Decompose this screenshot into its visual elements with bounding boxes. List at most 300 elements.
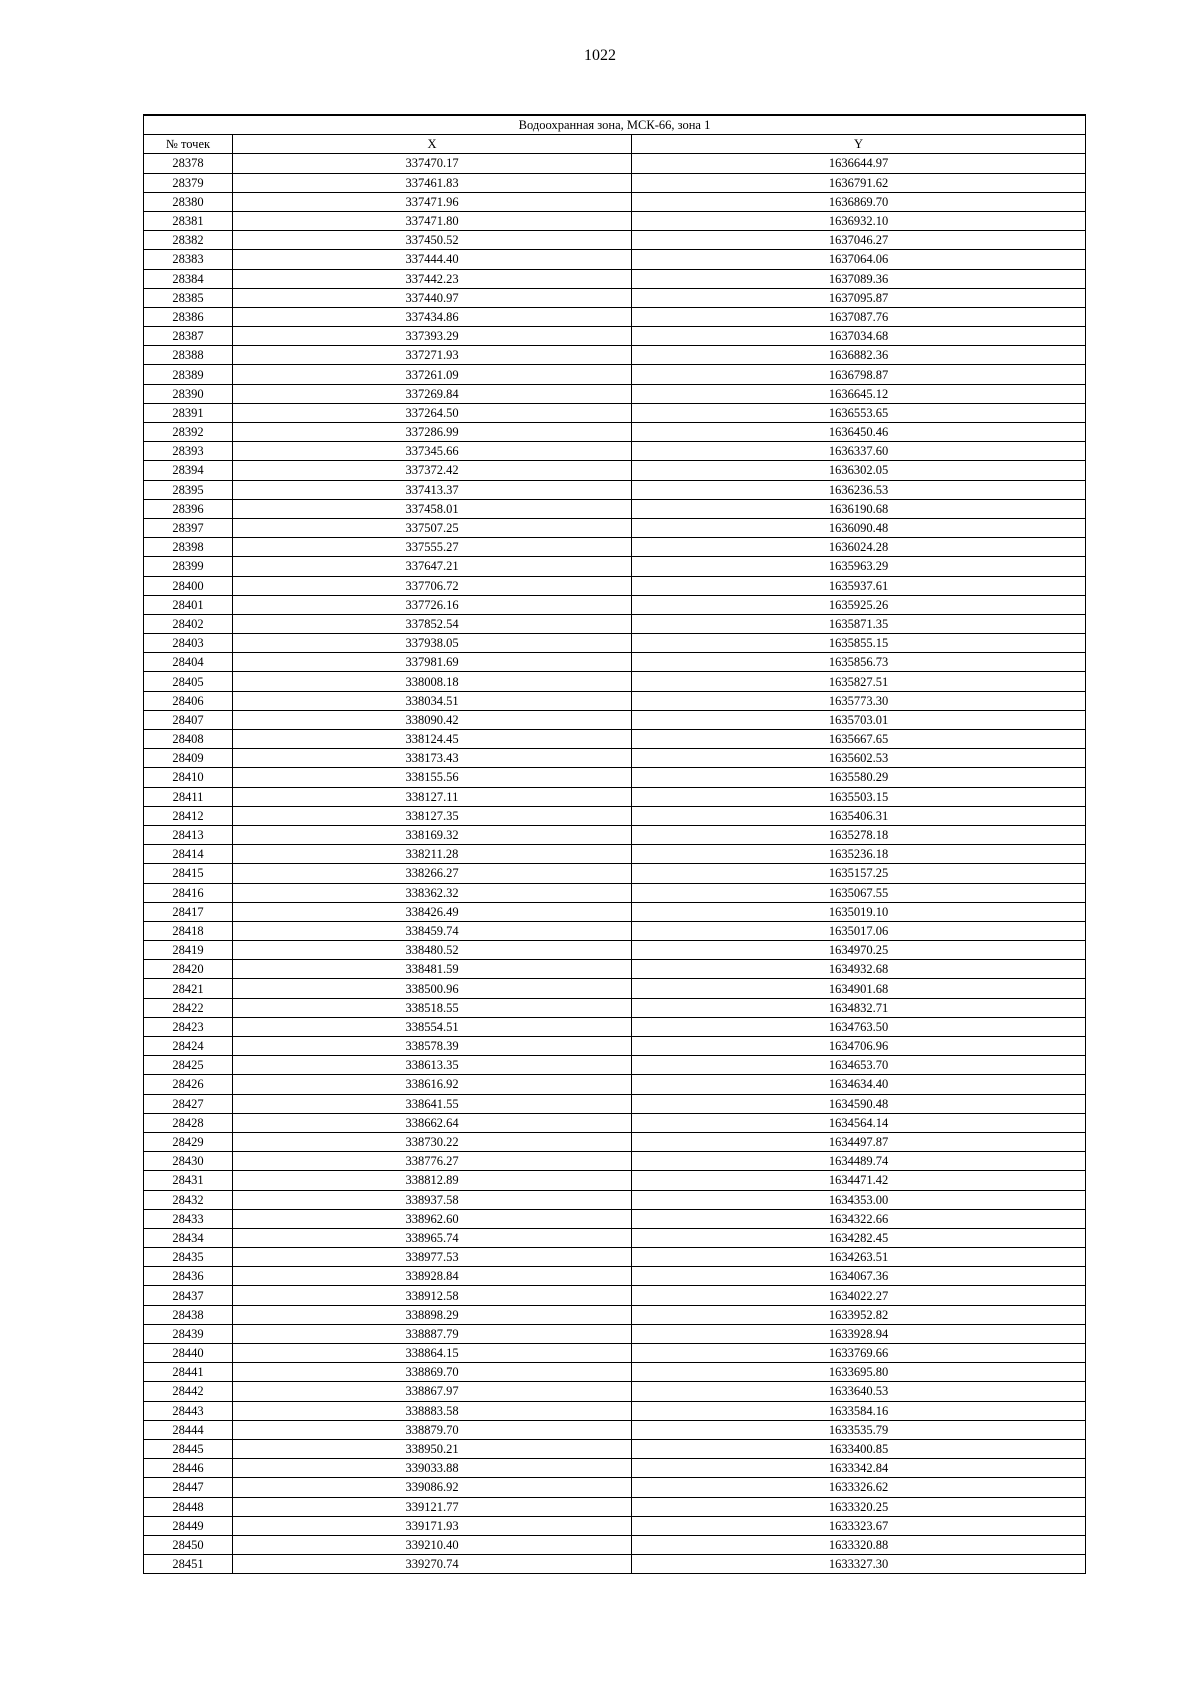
point-number-cell: 28382 (144, 231, 233, 250)
x-coordinate-cell: 337450.52 (233, 231, 632, 250)
x-coordinate-cell: 338965.74 (233, 1228, 632, 1247)
point-number-cell: 28438 (144, 1305, 233, 1324)
y-coordinate-cell: 1636302.05 (632, 461, 1086, 480)
x-coordinate-cell: 338616.92 (233, 1075, 632, 1094)
y-coordinate-cell: 1635703.01 (632, 710, 1086, 729)
x-coordinate-cell: 338090.42 (233, 710, 632, 729)
y-coordinate-cell: 1634489.74 (632, 1152, 1086, 1171)
y-coordinate-cell: 1634022.27 (632, 1286, 1086, 1305)
table-row (144, 1037, 1086, 1056)
x-coordinate-cell: 338169.32 (233, 825, 632, 844)
x-coordinate-cell: 338578.39 (233, 1037, 632, 1056)
x-coordinate-cell: 338912.58 (233, 1286, 632, 1305)
y-coordinate-cell: 1633769.66 (632, 1344, 1086, 1363)
point-number-cell: 28396 (144, 499, 233, 518)
table-row (144, 557, 1086, 576)
table-header-row (144, 135, 1086, 154)
header-x: X (233, 135, 632, 154)
table-row (144, 384, 1086, 403)
point-number-cell: 28433 (144, 1209, 233, 1228)
x-coordinate-cell: 338937.58 (233, 1190, 632, 1209)
table-row (144, 538, 1086, 557)
y-coordinate-cell: 1635827.51 (632, 672, 1086, 691)
y-coordinate-cell: 1633640.53 (632, 1382, 1086, 1401)
x-coordinate-cell: 338950.21 (233, 1439, 632, 1458)
table-row (144, 1171, 1086, 1190)
x-coordinate-cell: 338613.35 (233, 1056, 632, 1075)
point-number-cell: 28401 (144, 595, 233, 614)
x-coordinate-cell: 337507.25 (233, 518, 632, 537)
x-coordinate-cell: 338155.56 (233, 768, 632, 787)
x-coordinate-cell: 338008.18 (233, 672, 632, 691)
y-coordinate-cell: 1637034.68 (632, 327, 1086, 346)
point-number-cell: 28420 (144, 960, 233, 979)
x-coordinate-cell: 338518.55 (233, 998, 632, 1017)
point-number-cell: 28429 (144, 1132, 233, 1151)
y-coordinate-cell: 1635278.18 (632, 825, 1086, 844)
y-coordinate-cell: 1634901.68 (632, 979, 1086, 998)
table-row (144, 864, 1086, 883)
table-row (144, 365, 1086, 384)
x-coordinate-cell: 337413.37 (233, 480, 632, 499)
x-coordinate-cell: 337286.99 (233, 423, 632, 442)
point-number-cell: 28423 (144, 1017, 233, 1036)
point-number-cell: 28451 (144, 1555, 233, 1574)
y-coordinate-cell: 1635157.25 (632, 864, 1086, 883)
point-number-cell: 28399 (144, 557, 233, 576)
table-row (144, 576, 1086, 595)
x-coordinate-cell: 338812.89 (233, 1171, 632, 1190)
table-row (144, 1516, 1086, 1535)
x-coordinate-cell: 337458.01 (233, 499, 632, 518)
point-number-cell: 28381 (144, 211, 233, 230)
x-coordinate-cell: 337938.05 (233, 634, 632, 653)
point-number-cell: 28390 (144, 384, 233, 403)
y-coordinate-cell: 1634471.42 (632, 1171, 1086, 1190)
point-number-cell: 28414 (144, 845, 233, 864)
table-row (144, 231, 1086, 250)
table-row (144, 480, 1086, 499)
point-number-cell: 28449 (144, 1516, 233, 1535)
point-number-cell: 28387 (144, 327, 233, 346)
x-coordinate-cell: 337461.83 (233, 173, 632, 192)
table-row (144, 1152, 1086, 1171)
point-number-cell: 28437 (144, 1286, 233, 1305)
table-row (144, 1344, 1086, 1363)
x-coordinate-cell: 337434.86 (233, 307, 632, 326)
y-coordinate-cell: 1634353.00 (632, 1190, 1086, 1209)
x-coordinate-cell: 338480.52 (233, 941, 632, 960)
y-coordinate-cell: 1635856.73 (632, 653, 1086, 672)
point-number-cell: 28435 (144, 1248, 233, 1267)
point-number-cell: 28441 (144, 1363, 233, 1382)
point-number-cell: 28395 (144, 480, 233, 499)
y-coordinate-cell: 1635019.10 (632, 902, 1086, 921)
y-coordinate-cell: 1633584.16 (632, 1401, 1086, 1420)
table-row (144, 902, 1086, 921)
table-row (144, 768, 1086, 787)
y-coordinate-cell: 1636450.46 (632, 423, 1086, 442)
y-coordinate-cell: 1637046.27 (632, 231, 1086, 250)
x-coordinate-cell: 337393.29 (233, 327, 632, 346)
point-number-cell: 28393 (144, 442, 233, 461)
point-number-cell: 28427 (144, 1094, 233, 1113)
x-coordinate-cell: 338173.43 (233, 749, 632, 768)
x-coordinate-cell: 337372.42 (233, 461, 632, 480)
x-coordinate-cell: 337444.40 (233, 250, 632, 269)
table-row (144, 730, 1086, 749)
point-number-cell: 28411 (144, 787, 233, 806)
y-coordinate-cell: 1634322.66 (632, 1209, 1086, 1228)
table-row (144, 518, 1086, 537)
y-coordinate-cell: 1634263.51 (632, 1248, 1086, 1267)
x-coordinate-cell: 337440.97 (233, 288, 632, 307)
table-row (144, 1382, 1086, 1401)
x-coordinate-cell: 337555.27 (233, 538, 632, 557)
page-number: 1022 (584, 47, 616, 64)
table-row (144, 154, 1086, 173)
coordinates-table (143, 114, 1086, 1574)
table-row (144, 173, 1086, 192)
table-row (144, 1497, 1086, 1516)
table-row (144, 1094, 1086, 1113)
point-number-cell: 28428 (144, 1113, 233, 1132)
point-number-cell: 28447 (144, 1478, 233, 1497)
table-row (144, 423, 1086, 442)
x-coordinate-cell: 338887.79 (233, 1324, 632, 1343)
point-number-cell: 28413 (144, 825, 233, 844)
table-row (144, 346, 1086, 365)
y-coordinate-cell: 1633326.62 (632, 1478, 1086, 1497)
table-row (144, 1209, 1086, 1228)
x-coordinate-cell: 338554.51 (233, 1017, 632, 1036)
table-title: Водоохранная зона, МСК-66, зона 1 (144, 115, 1086, 135)
y-coordinate-cell: 1635871.35 (632, 614, 1086, 633)
table-row (144, 960, 1086, 979)
table-row (144, 1190, 1086, 1209)
table-row (144, 1305, 1086, 1324)
x-coordinate-cell: 337269.84 (233, 384, 632, 403)
point-number-cell: 28404 (144, 653, 233, 672)
y-coordinate-cell: 1634763.50 (632, 1017, 1086, 1036)
point-number-cell: 28443 (144, 1401, 233, 1420)
point-number-cell: 28446 (144, 1459, 233, 1478)
table-row (144, 403, 1086, 422)
y-coordinate-cell: 1634590.48 (632, 1094, 1086, 1113)
point-number-cell: 28419 (144, 941, 233, 960)
table-row (144, 1420, 1086, 1439)
point-number-cell: 28430 (144, 1152, 233, 1171)
table-row (144, 941, 1086, 960)
table-row (144, 1267, 1086, 1286)
x-coordinate-cell: 337647.21 (233, 557, 632, 576)
point-number-cell: 28412 (144, 806, 233, 825)
point-number-cell: 28394 (144, 461, 233, 480)
table-row (144, 979, 1086, 998)
x-coordinate-cell: 338034.51 (233, 691, 632, 710)
y-coordinate-cell: 1633535.79 (632, 1420, 1086, 1439)
table-row (144, 250, 1086, 269)
table-row (144, 653, 1086, 672)
x-coordinate-cell: 338879.70 (233, 1420, 632, 1439)
x-coordinate-cell: 338898.29 (233, 1305, 632, 1324)
y-coordinate-cell: 1635017.06 (632, 921, 1086, 940)
point-number-cell: 28403 (144, 634, 233, 653)
point-number-cell: 28388 (144, 346, 233, 365)
table-row (144, 1324, 1086, 1343)
y-coordinate-cell: 1636024.28 (632, 538, 1086, 557)
point-number-cell: 28410 (144, 768, 233, 787)
x-coordinate-cell: 339033.88 (233, 1459, 632, 1478)
y-coordinate-cell: 1637089.36 (632, 269, 1086, 288)
y-coordinate-cell: 1635580.29 (632, 768, 1086, 787)
y-coordinate-cell: 1634653.70 (632, 1056, 1086, 1075)
y-coordinate-cell: 1635236.18 (632, 845, 1086, 864)
point-number-cell: 28444 (144, 1420, 233, 1439)
x-coordinate-cell: 338928.84 (233, 1267, 632, 1286)
table-row (144, 192, 1086, 211)
point-number-cell: 28450 (144, 1535, 233, 1554)
point-number-cell: 28425 (144, 1056, 233, 1075)
point-number-cell: 28391 (144, 403, 233, 422)
point-number-cell: 28434 (144, 1228, 233, 1247)
x-coordinate-cell: 337852.54 (233, 614, 632, 633)
y-coordinate-cell: 1634282.45 (632, 1228, 1086, 1247)
table-row (144, 1401, 1086, 1420)
y-coordinate-cell: 1635963.29 (632, 557, 1086, 576)
x-coordinate-cell: 337345.66 (233, 442, 632, 461)
table-row (144, 211, 1086, 230)
table-row (144, 672, 1086, 691)
x-coordinate-cell: 337471.96 (233, 192, 632, 211)
table-row (144, 634, 1086, 653)
table-row (144, 883, 1086, 902)
point-number-cell: 28405 (144, 672, 233, 691)
x-coordinate-cell: 338211.28 (233, 845, 632, 864)
table-row (144, 1535, 1086, 1554)
x-coordinate-cell: 337264.50 (233, 403, 632, 422)
point-number-cell: 28440 (144, 1344, 233, 1363)
x-coordinate-cell: 338977.53 (233, 1248, 632, 1267)
table-row (144, 998, 1086, 1017)
x-coordinate-cell: 338127.11 (233, 787, 632, 806)
table-row (144, 1248, 1086, 1267)
x-coordinate-cell: 338662.64 (233, 1113, 632, 1132)
y-coordinate-cell: 1636791.62 (632, 173, 1086, 192)
table-row (144, 825, 1086, 844)
y-coordinate-cell: 1637087.76 (632, 307, 1086, 326)
table-row (144, 442, 1086, 461)
point-number-cell: 28406 (144, 691, 233, 710)
point-number-cell: 28408 (144, 730, 233, 749)
y-coordinate-cell: 1634832.71 (632, 998, 1086, 1017)
point-number-cell: 28436 (144, 1267, 233, 1286)
table-row (144, 327, 1086, 346)
y-coordinate-cell: 1635667.65 (632, 730, 1086, 749)
y-coordinate-cell: 1636869.70 (632, 192, 1086, 211)
table-row (144, 787, 1086, 806)
y-coordinate-cell: 1635925.26 (632, 595, 1086, 614)
y-coordinate-cell: 1634706.96 (632, 1037, 1086, 1056)
x-coordinate-cell: 338864.15 (233, 1344, 632, 1363)
table-body (144, 154, 1086, 1574)
table-row (144, 1286, 1086, 1305)
point-number-cell: 28424 (144, 1037, 233, 1056)
table-row (144, 1113, 1086, 1132)
point-number-cell: 28415 (144, 864, 233, 883)
table-row (144, 307, 1086, 326)
x-coordinate-cell: 337981.69 (233, 653, 632, 672)
y-coordinate-cell: 1635503.15 (632, 787, 1086, 806)
point-number-cell: 28386 (144, 307, 233, 326)
y-coordinate-cell: 1634497.87 (632, 1132, 1086, 1151)
table-row (144, 1555, 1086, 1574)
point-number-cell: 28384 (144, 269, 233, 288)
table-row (144, 1017, 1086, 1036)
y-coordinate-cell: 1633928.94 (632, 1324, 1086, 1343)
point-number-cell: 28397 (144, 518, 233, 537)
point-number-cell: 28392 (144, 423, 233, 442)
point-number-cell: 28398 (144, 538, 233, 557)
x-coordinate-cell: 337726.16 (233, 595, 632, 614)
table-row (144, 921, 1086, 940)
table-row (144, 1459, 1086, 1478)
table-row (144, 1075, 1086, 1094)
table-row (144, 806, 1086, 825)
table-row (144, 1056, 1086, 1075)
point-number-cell: 28418 (144, 921, 233, 940)
x-coordinate-cell: 338641.55 (233, 1094, 632, 1113)
x-coordinate-cell: 338867.97 (233, 1382, 632, 1401)
x-coordinate-cell: 339086.92 (233, 1478, 632, 1497)
table-row (144, 1439, 1086, 1458)
point-number-cell: 28432 (144, 1190, 233, 1209)
y-coordinate-cell: 1635937.61 (632, 576, 1086, 595)
x-coordinate-cell: 339270.74 (233, 1555, 632, 1574)
x-coordinate-cell: 338500.96 (233, 979, 632, 998)
y-coordinate-cell: 1634932.68 (632, 960, 1086, 979)
x-coordinate-cell: 338869.70 (233, 1363, 632, 1382)
x-coordinate-cell: 338124.45 (233, 730, 632, 749)
x-coordinate-cell: 337471.80 (233, 211, 632, 230)
y-coordinate-cell: 1636882.36 (632, 346, 1086, 365)
point-number-cell: 28380 (144, 192, 233, 211)
y-coordinate-cell: 1635855.15 (632, 634, 1086, 653)
y-coordinate-cell: 1634067.36 (632, 1267, 1086, 1286)
point-number-cell: 28417 (144, 902, 233, 921)
table-row (144, 1132, 1086, 1151)
header-y: Y (632, 135, 1086, 154)
x-coordinate-cell: 337470.17 (233, 154, 632, 173)
table-row (144, 269, 1086, 288)
y-coordinate-cell: 1636190.68 (632, 499, 1086, 518)
point-number-cell: 28409 (144, 749, 233, 768)
x-coordinate-cell: 337706.72 (233, 576, 632, 595)
table-row (144, 691, 1086, 710)
y-coordinate-cell: 1634564.14 (632, 1113, 1086, 1132)
table-row (144, 595, 1086, 614)
y-coordinate-cell: 1634970.25 (632, 941, 1086, 960)
y-coordinate-cell: 1633323.67 (632, 1516, 1086, 1535)
x-coordinate-cell: 339121.77 (233, 1497, 632, 1516)
point-number-cell: 28402 (144, 614, 233, 633)
point-number-cell: 28422 (144, 998, 233, 1017)
y-coordinate-cell: 1633327.30 (632, 1555, 1086, 1574)
point-number-cell: 28385 (144, 288, 233, 307)
y-coordinate-cell: 1637064.06 (632, 250, 1086, 269)
x-coordinate-cell: 338127.35 (233, 806, 632, 825)
y-coordinate-cell: 1633320.25 (632, 1497, 1086, 1516)
point-number-cell: 28439 (144, 1324, 233, 1343)
point-number-cell: 28379 (144, 173, 233, 192)
point-number-cell: 28442 (144, 1382, 233, 1401)
point-number-cell: 28421 (144, 979, 233, 998)
y-coordinate-cell: 1637095.87 (632, 288, 1086, 307)
y-coordinate-cell: 1635773.30 (632, 691, 1086, 710)
y-coordinate-cell: 1635406.31 (632, 806, 1086, 825)
y-coordinate-cell: 1634634.40 (632, 1075, 1086, 1094)
x-coordinate-cell: 339210.40 (233, 1535, 632, 1554)
y-coordinate-cell: 1633400.85 (632, 1439, 1086, 1458)
y-coordinate-cell: 1636645.12 (632, 384, 1086, 403)
y-coordinate-cell: 1635067.55 (632, 883, 1086, 902)
point-number-cell: 28416 (144, 883, 233, 902)
y-coordinate-cell: 1633952.82 (632, 1305, 1086, 1324)
header-point-number: № точек (144, 135, 233, 154)
point-number-cell: 28400 (144, 576, 233, 595)
table-row (144, 1478, 1086, 1497)
y-coordinate-cell: 1635602.53 (632, 749, 1086, 768)
x-coordinate-cell: 338962.60 (233, 1209, 632, 1228)
table-row (144, 461, 1086, 480)
y-coordinate-cell: 1636932.10 (632, 211, 1086, 230)
table-row (144, 614, 1086, 633)
x-coordinate-cell: 337271.93 (233, 346, 632, 365)
x-coordinate-cell: 338776.27 (233, 1152, 632, 1171)
point-number-cell: 28378 (144, 154, 233, 173)
x-coordinate-cell: 338266.27 (233, 864, 632, 883)
y-coordinate-cell: 1636090.48 (632, 518, 1086, 537)
table-row (144, 288, 1086, 307)
x-coordinate-cell: 338481.59 (233, 960, 632, 979)
point-number-cell: 28431 (144, 1171, 233, 1190)
point-number-cell: 28445 (144, 1439, 233, 1458)
y-coordinate-cell: 1636644.97 (632, 154, 1086, 173)
table-row (144, 499, 1086, 518)
x-coordinate-cell: 338362.32 (233, 883, 632, 902)
x-coordinate-cell: 338426.49 (233, 902, 632, 921)
table-row (144, 1363, 1086, 1382)
table-row (144, 749, 1086, 768)
y-coordinate-cell: 1633695.80 (632, 1363, 1086, 1382)
point-number-cell: 28383 (144, 250, 233, 269)
y-coordinate-cell: 1636798.87 (632, 365, 1086, 384)
x-coordinate-cell: 337442.23 (233, 269, 632, 288)
y-coordinate-cell: 1636337.60 (632, 442, 1086, 461)
x-coordinate-cell: 338459.74 (233, 921, 632, 940)
x-coordinate-cell: 338883.58 (233, 1401, 632, 1420)
point-number-cell: 28448 (144, 1497, 233, 1516)
table-row (144, 1228, 1086, 1247)
point-number-cell: 28407 (144, 710, 233, 729)
x-coordinate-cell: 337261.09 (233, 365, 632, 384)
y-coordinate-cell: 1636553.65 (632, 403, 1086, 422)
x-coordinate-cell: 339171.93 (233, 1516, 632, 1535)
y-coordinate-cell: 1636236.53 (632, 480, 1086, 499)
point-number-cell: 28426 (144, 1075, 233, 1094)
table-title-row (144, 115, 1086, 135)
x-coordinate-cell: 338730.22 (233, 1132, 632, 1151)
